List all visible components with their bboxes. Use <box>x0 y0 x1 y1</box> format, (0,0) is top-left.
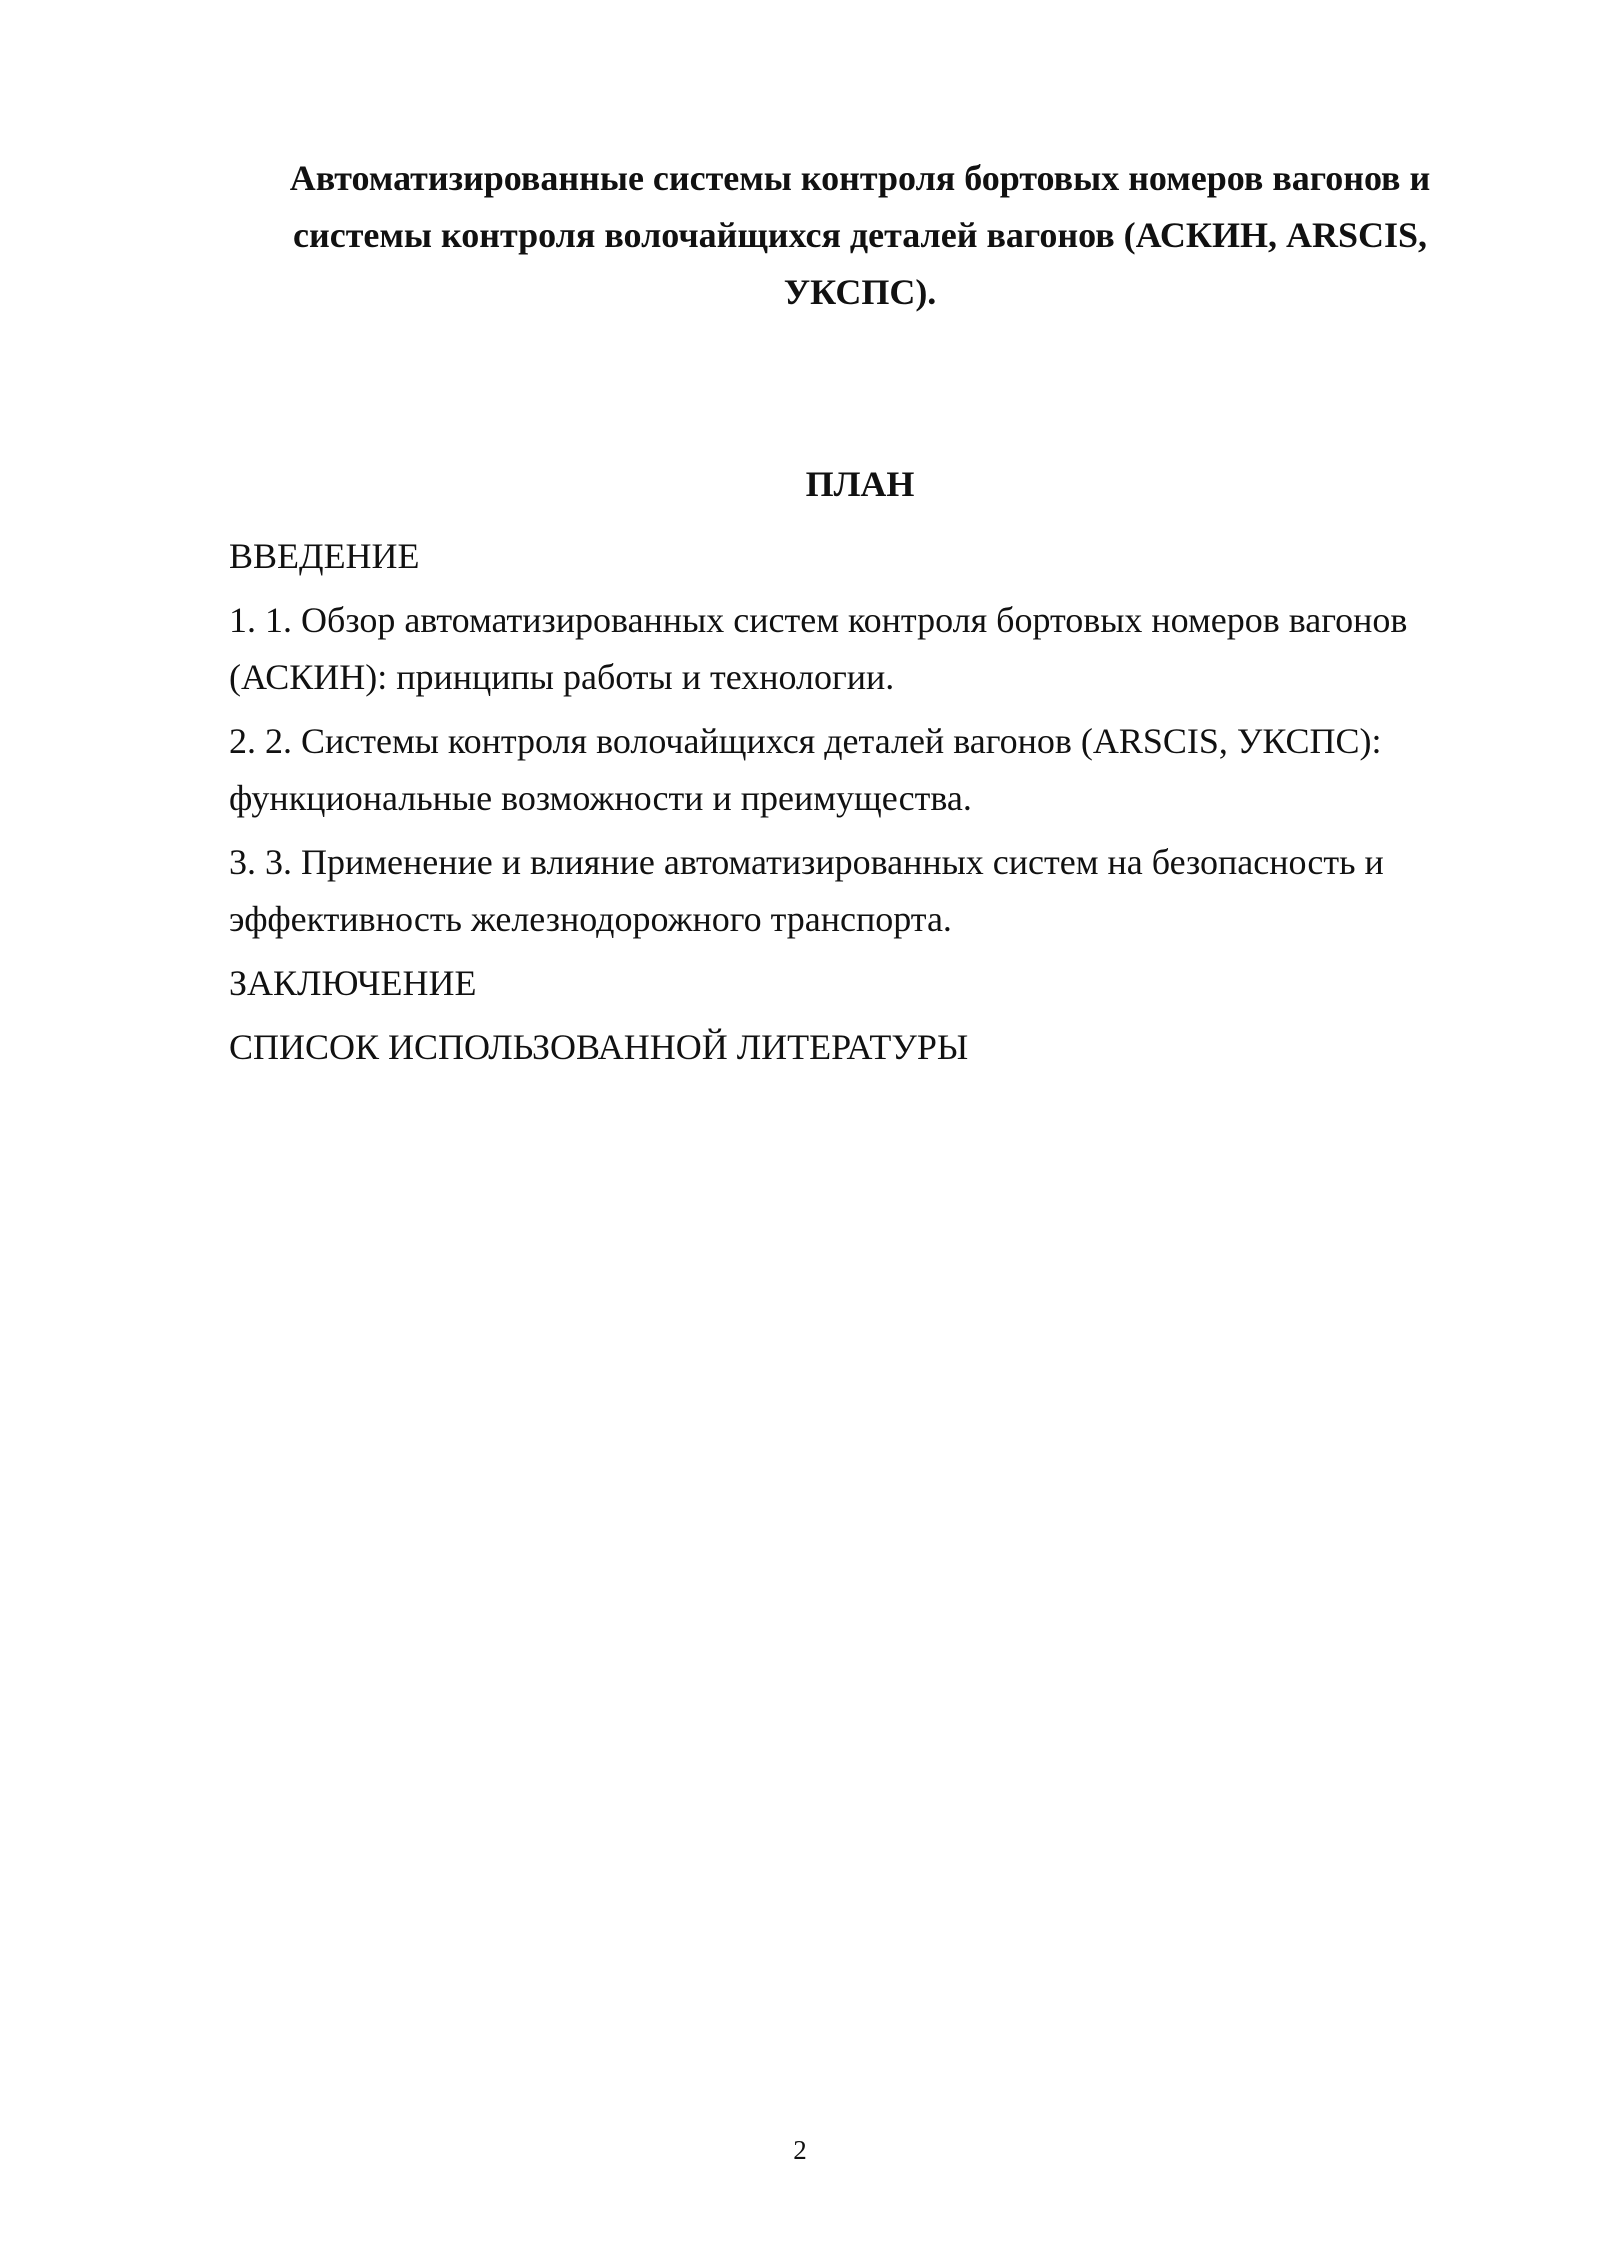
plan-heading: ПЛАН <box>805 464 915 504</box>
toc-entry-introduction: ВВЕДЕНИЕ <box>229 536 420 576</box>
toc-entry-section-2: 2. 2. Системы контроля волочайщихся деталей вагонов (ARSCIS, УКСПС): функциональные возможности и преимущества. <box>229 721 1382 818</box>
toc-entry-conclusion: ЗАКЛЮЧЕНИЕ <box>229 963 477 1003</box>
page-number: 2 <box>793 2135 807 2165</box>
toc-entry-references: СПИСОК ИСПОЛЬЗОВАННОЙ ЛИТЕРАТУРЫ <box>229 1027 969 1067</box>
table-of-contents <box>229 528 1519 1083</box>
toc-entry-section-3: 3. 3. Применение и влияние автоматизированных систем на безопасность и эффективность железнодорожного транспорта. <box>229 842 1384 939</box>
document-title: Автоматизированные системы контроля бортовых номеров вагонов и системы контроля волочайщихся деталей вагонов (АСКИН, ARSCIS, УКСПС). <box>289 158 1431 312</box>
toc-entry-section-1: 1. 1. Обзор автоматизированных систем контроля бортовых номеров вагонов (АСКИН): принципы работы и технологии. <box>229 600 1408 697</box>
